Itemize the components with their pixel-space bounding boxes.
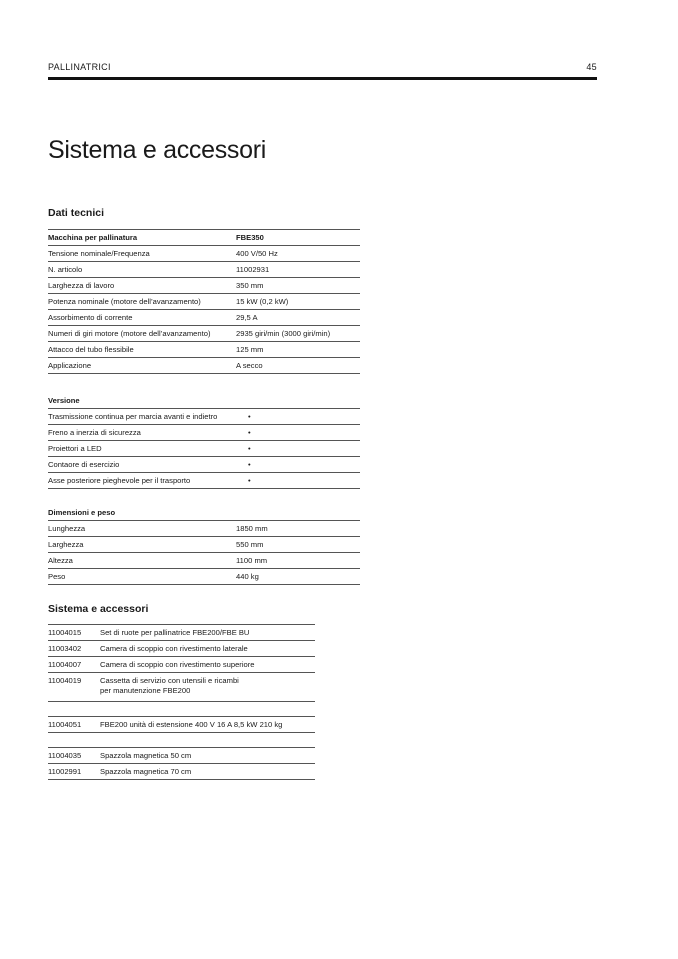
spec-value: 350 mm [236,278,360,294]
spec-label: Numeri di giri motore (motore dell’avanzamento) [48,326,236,342]
list-item [48,641,315,657]
article-description: Set di ruote per pallinatrice FBE200/FBE BU [100,628,250,637]
spec-value: 550 mm [236,537,360,553]
bullet-mark: • [236,409,360,425]
table-row [48,262,360,278]
spec-label: Altezza [48,553,236,569]
table-row [48,457,360,473]
article-code: 11002991 [48,767,82,776]
bullet-mark: • [236,473,360,489]
table-header-row [48,230,360,246]
list-item [48,673,315,702]
article-description: Camera di scoppio con rivestimento laterale [100,644,248,653]
table-row [48,342,360,358]
dati-tecnici-table [48,229,360,374]
spec-value: 1100 mm [236,553,360,569]
feature-label: Contaore di esercizio [48,457,236,473]
table-row [48,521,360,537]
spec-label: Potenza nominale (motore dell’avanzamento) [48,294,236,310]
list-item [48,624,315,641]
list-spacer [48,702,315,717]
spec-value: 2935 giri/min (3000 giri/min) [236,326,360,342]
spec-label: Lunghezza [48,521,236,537]
table-row [48,569,360,585]
list-item [48,717,315,733]
versione-heading: Versione [48,393,236,409]
feature-label: Proiettori a LED [48,441,236,457]
table-row [48,246,360,262]
sistema-heading: Sistema e accessori [48,603,149,615]
spec-value: 400 V/50 Hz [236,246,360,262]
spec-value: 1850 mm [236,521,360,537]
spec-label: Larghezza [48,537,236,553]
table-row [48,326,360,342]
article-code: 11004019 [48,676,82,685]
table-row [48,310,360,326]
spec-value: 11002931 [236,262,360,278]
table-row [48,425,360,441]
column-header: Macchina per pallinatura [48,230,236,246]
feature-label: Freno a inerzia di sicurezza [48,425,236,441]
table-row [48,553,360,569]
list-item [48,657,315,673]
feature-label: Asse posteriore pieghevole per il trasporto [48,473,236,489]
spec-label: Peso [48,569,236,585]
spec-value: 15 kW (0,2 kW) [236,294,360,310]
table-header-row [48,505,360,521]
article-description: Camera di scoppio con rivestimento superiore [100,660,255,669]
feature-label: Trasmissione continua per marcia avanti e indietro [48,409,236,425]
page-header [48,62,597,76]
spec-label: Attacco del tubo flessibile [48,342,236,358]
table-row [48,473,360,489]
spec-label: Assorbimento di corrente [48,310,236,326]
table-row [48,409,360,425]
section-title: PALLINATRICI [48,62,111,72]
article-code: 11003402 [48,644,82,653]
table-row [48,441,360,457]
table-row [48,278,360,294]
accessori-list [48,624,315,780]
article-code: 11004035 [48,751,82,760]
list-spacer [48,733,315,748]
article-description: FBE200 unità di estensione 400 V 16 A 8,5 kW 210 kg [100,720,283,729]
bullet-mark: • [236,441,360,457]
table-header-row [48,393,360,409]
page-title: Sistema e accessori [48,136,266,164]
bullet-mark: • [236,425,360,441]
article-code: 11004015 [48,628,82,637]
dimensioni-heading: Dimensioni e peso [48,505,236,521]
versione-table [48,393,360,489]
spec-value: 29,5 A [236,310,360,326]
spec-label: Applicazione [48,358,236,374]
table-row [48,294,360,310]
article-description: Cassetta di servizio con utensili e ricambi per manutenzione FBE200 [100,676,239,695]
article-code: 11004051 [48,720,82,729]
page-number: 45 [586,62,597,72]
table-row [48,358,360,374]
column-header: FBE350 [236,230,360,246]
list-item [48,748,315,764]
article-description: Spazzola magnetica 50 cm [100,751,192,760]
dimensioni-table [48,505,360,585]
spec-label: N. articolo [48,262,236,278]
spec-value: A secco [236,358,360,374]
bullet-mark: • [236,457,360,473]
header-rule [48,77,597,80]
table-row [48,537,360,553]
article-code: 11004007 [48,660,82,669]
spec-label: Tensione nominale/Frequenza [48,246,236,262]
article-description: Spazzola magnetica 70 cm [100,767,192,776]
spec-value: 440 kg [236,569,360,585]
spec-value: 125 mm [236,342,360,358]
list-item [48,764,315,780]
spec-label: Larghezza di lavoro [48,278,236,294]
dati-tecnici-heading: Dati tecnici [48,207,105,219]
